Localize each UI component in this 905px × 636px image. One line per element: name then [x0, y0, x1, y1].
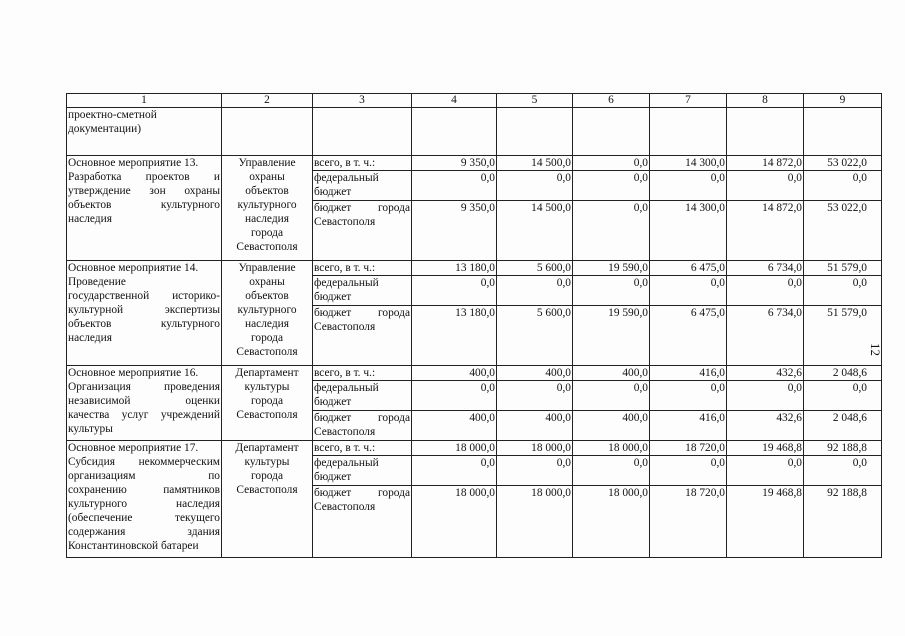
measure-line: объектов культурного — [68, 318, 220, 330]
amount-cell: 0,0 — [804, 381, 882, 411]
measure-line: наследия — [68, 332, 112, 344]
funding-source-line: бюджет — [314, 471, 352, 483]
measure-line: культуры — [68, 423, 113, 435]
measure-line: содержания здания — [68, 526, 220, 538]
amount-cell: 19 468,8 — [727, 441, 804, 456]
measure-line: проектно-сметной — [68, 109, 157, 121]
executor-line: наследия — [245, 213, 289, 225]
measure-cell — [67, 366, 222, 441]
amount-cell: 6 734,0 — [727, 306, 804, 366]
amount-cell: 14 300,0 — [650, 201, 727, 261]
measure-line: Константиновской батареи — [68, 540, 199, 552]
page-number: 12 — [868, 343, 883, 356]
measure-line: независимой оценки — [68, 395, 220, 407]
funding-source-cell — [313, 276, 412, 306]
amount-cell: 6 475,0 — [650, 306, 727, 366]
amount-cell: 2 048,6 — [804, 411, 882, 441]
amount-cell: 0,0 — [412, 171, 497, 201]
executor-line: культуры — [244, 381, 290, 393]
measure-line: Основное мероприятие 17. — [68, 442, 199, 454]
executor-line: культурного — [237, 199, 297, 211]
amount-cell: 0,0 — [497, 276, 573, 306]
measure-line: качества услуг учреждений — [68, 409, 220, 421]
measure-line: государственной историко- — [68, 290, 220, 302]
amount-cell: 0,0 — [573, 201, 650, 261]
amount-cell: 0,0 — [650, 456, 727, 486]
amount-cell: 0,0 — [497, 456, 573, 486]
measure-line: Субсидия некоммерческим — [68, 456, 220, 468]
measure-line: сохранению памятников — [68, 484, 220, 496]
funding-source-line: бюджет — [314, 396, 352, 408]
header-cell: 7 — [650, 94, 727, 108]
measure-line: культурной экспертизы — [68, 304, 220, 316]
amount-cell: 51 579,0 — [804, 261, 882, 276]
measure-cell — [67, 156, 222, 261]
amount-cell: 19 590,0 — [573, 306, 650, 366]
funding-source-line: федеральный — [314, 172, 379, 184]
funding-source-line: федеральный — [314, 382, 379, 394]
amount-cell: 18 000,0 — [412, 486, 497, 558]
amount-cell: 432,6 — [727, 366, 804, 381]
amount-cell: 0,0 — [804, 276, 882, 306]
funding-source-line: бюджет города — [314, 202, 410, 214]
amount-cell: 0,0 — [727, 456, 804, 486]
executor-line: Севастополя — [236, 241, 298, 253]
amount-cell: 0,0 — [727, 276, 804, 306]
header-cell: 8 — [727, 94, 804, 108]
empty-cell — [650, 108, 727, 156]
amount-cell: 19 590,0 — [573, 261, 650, 276]
amount-cell: 0,0 — [804, 456, 882, 486]
amount-cell: 51 579,0 — [804, 306, 882, 366]
executor-line: города — [251, 470, 283, 482]
header-cell: 5 — [497, 94, 573, 108]
empty-cell — [497, 108, 573, 156]
header-cell: 9 — [804, 94, 882, 108]
funding-source-line: бюджет — [314, 291, 352, 303]
funding-source-line: всего, в т. ч.: — [314, 442, 376, 454]
empty-cell — [804, 108, 882, 156]
funding-source-line: Севастополя — [314, 321, 376, 333]
amount-cell: 18 000,0 — [573, 441, 650, 456]
measure-line: (обеспечение текущего — [68, 512, 220, 524]
budget-row-total — [67, 366, 882, 381]
amount-cell: 5 600,0 — [497, 261, 573, 276]
amount-cell: 400,0 — [497, 366, 573, 381]
amount-cell: 19 468,8 — [727, 486, 804, 558]
amount-cell: 92 188,8 — [804, 486, 882, 558]
amount-cell: 0,0 — [573, 156, 650, 171]
budget-row-total — [67, 156, 882, 171]
amount-cell: 400,0 — [497, 411, 573, 441]
funding-source-line: бюджет — [314, 186, 352, 198]
amount-cell: 400,0 — [412, 366, 497, 381]
executor-line: Севастополя — [236, 484, 298, 496]
executor-line: объектов — [245, 290, 289, 302]
header-cell: 1 — [67, 94, 222, 108]
funding-source-line: бюджет города — [314, 412, 410, 424]
funding-source-line: федеральный — [314, 277, 379, 289]
amount-cell: 14 500,0 — [497, 201, 573, 261]
measure-line: Разработка проектов и — [68, 171, 220, 183]
amount-cell: 0,0 — [412, 276, 497, 306]
amount-cell: 0,0 — [497, 171, 573, 201]
funding-source-line: Севастополя — [314, 426, 376, 438]
funding-source-cell — [313, 366, 412, 381]
amount-cell: 14 872,0 — [727, 201, 804, 261]
amount-cell: 0,0 — [573, 171, 650, 201]
amount-cell: 0,0 — [727, 381, 804, 411]
amount-cell: 18 000,0 — [497, 486, 573, 558]
amount-cell: 416,0 — [650, 411, 727, 441]
funding-source-cell — [313, 156, 412, 171]
executor-line: культуры — [244, 456, 290, 468]
empty-cell — [313, 108, 412, 156]
measure-cell — [67, 108, 222, 156]
measure-cell — [67, 261, 222, 366]
header-cell: 4 — [412, 94, 497, 108]
amount-cell: 0,0 — [650, 171, 727, 201]
funding-source-line: Севастополя — [314, 216, 376, 228]
measure-line: культурного наследия — [68, 498, 220, 510]
measure-line: Основное мероприятие 13. — [68, 157, 199, 169]
header-row — [67, 94, 882, 108]
amount-cell: 400,0 — [573, 366, 650, 381]
amount-cell: 400,0 — [412, 411, 497, 441]
amount-cell: 416,0 — [650, 366, 727, 381]
amount-cell: 18 720,0 — [650, 441, 727, 456]
executor-line: охраны — [249, 171, 285, 183]
empty-cell — [412, 108, 497, 156]
amount-cell: 13 180,0 — [412, 261, 497, 276]
amount-cell: 0,0 — [650, 381, 727, 411]
budget-row-total — [67, 441, 882, 456]
executor-line: Управление — [238, 157, 296, 169]
measure-line: наследия — [68, 213, 112, 225]
amount-cell: 2 048,6 — [804, 366, 882, 381]
header-cell: 6 — [573, 94, 650, 108]
executor-line: объектов — [245, 185, 289, 197]
funding-source-cell — [313, 486, 412, 558]
funding-source-line: бюджет города — [314, 307, 410, 319]
executor-line: Севастополя — [236, 346, 298, 358]
executor-line: города — [251, 332, 283, 344]
amount-cell: 0,0 — [573, 381, 650, 411]
amount-cell: 0,0 — [804, 171, 882, 201]
executor-line: города — [251, 395, 283, 407]
executor-cell — [222, 261, 313, 366]
amount-cell: 0,0 — [497, 381, 573, 411]
budget-row-total — [67, 261, 882, 276]
funding-source-cell — [313, 201, 412, 261]
funding-source-cell — [313, 411, 412, 441]
measure-line: Основное мероприятие 14. — [68, 262, 199, 274]
funding-source-line: бюджет города — [314, 487, 410, 499]
executor-line: культурного — [237, 304, 297, 316]
executor-cell — [222, 156, 313, 261]
measure-line: документации) — [68, 123, 142, 135]
amount-cell: 432,6 — [727, 411, 804, 441]
funding-source-cell — [313, 261, 412, 276]
executor-line: Департамент — [235, 442, 299, 454]
amount-cell: 0,0 — [650, 276, 727, 306]
amount-cell: 6 734,0 — [727, 261, 804, 276]
amount-cell: 9 350,0 — [412, 156, 497, 171]
executor-cell — [222, 366, 313, 441]
measure-line: утверждение зон охраны — [68, 185, 220, 197]
amount-cell: 0,0 — [727, 171, 804, 201]
measure-line: Основное мероприятие 16. — [68, 367, 199, 379]
funding-source-line: всего, в т. ч.: — [314, 157, 376, 169]
amount-cell: 18 000,0 — [497, 441, 573, 456]
budget-table — [66, 93, 882, 558]
amount-cell: 0,0 — [412, 456, 497, 486]
amount-cell: 5 600,0 — [497, 306, 573, 366]
empty-cell — [222, 108, 313, 156]
amount-cell: 9 350,0 — [412, 201, 497, 261]
measure-line: объектов культурного — [68, 199, 220, 211]
funding-source-line: всего, в т. ч.: — [314, 367, 376, 379]
executor-line: Управление — [238, 262, 296, 274]
empty-cell — [573, 108, 650, 156]
executor-cell — [222, 441, 313, 558]
executor-line: города — [251, 227, 283, 239]
executor-line: Департамент — [235, 367, 299, 379]
executor-line: Севастополя — [236, 409, 298, 421]
header-cell: 3 — [313, 94, 412, 108]
funding-source-line: Севастополя — [314, 501, 376, 513]
measure-line: Организация проведения — [68, 381, 220, 393]
amount-cell: 14 300,0 — [650, 156, 727, 171]
funding-source-line: федеральный — [314, 457, 379, 469]
measure-cell — [67, 441, 222, 558]
amount-cell: 18 000,0 — [573, 486, 650, 558]
amount-cell: 92 188,8 — [804, 441, 882, 456]
funding-source-cell — [313, 171, 412, 201]
amount-cell: 13 180,0 — [412, 306, 497, 366]
funding-source-cell — [313, 381, 412, 411]
amount-cell: 14 872,0 — [727, 156, 804, 171]
header-cell: 2 — [222, 94, 313, 108]
measure-line: организациям по — [68, 470, 220, 482]
amount-cell: 14 500,0 — [497, 156, 573, 171]
amount-cell: 53 022,0 — [804, 201, 882, 261]
funding-source-cell — [313, 456, 412, 486]
continuation-row — [67, 108, 882, 156]
executor-line: наследия — [245, 318, 289, 330]
funding-source-line: всего, в т. ч.: — [314, 262, 376, 274]
funding-source-cell — [313, 306, 412, 366]
amount-cell: 18 000,0 — [412, 441, 497, 456]
funding-source-cell — [313, 441, 412, 456]
amount-cell: 6 475,0 — [650, 261, 727, 276]
amount-cell: 18 720,0 — [650, 486, 727, 558]
empty-cell — [727, 108, 804, 156]
amount-cell: 0,0 — [412, 381, 497, 411]
measure-line: Проведение — [68, 276, 126, 288]
amount-cell: 400,0 — [573, 411, 650, 441]
amount-cell: 53 022,0 — [804, 156, 882, 171]
executor-line: охраны — [249, 276, 285, 288]
amount-cell: 0,0 — [573, 456, 650, 486]
amount-cell: 0,0 — [573, 276, 650, 306]
